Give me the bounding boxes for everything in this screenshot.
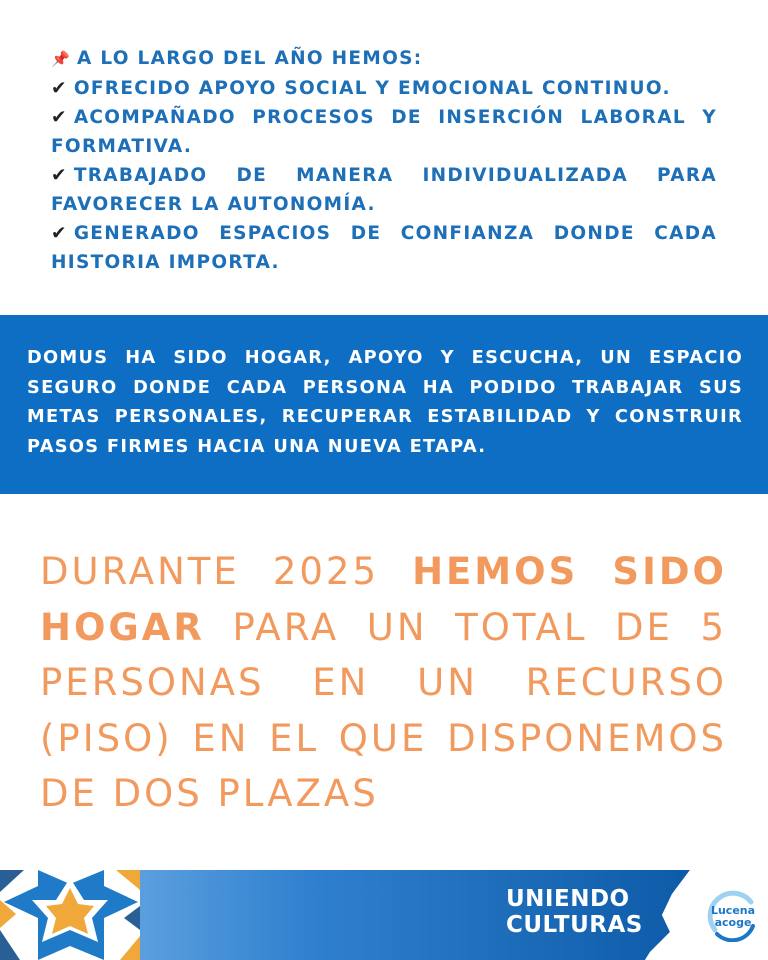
slogan-line-2: CULTURAS bbox=[506, 912, 643, 938]
logo-text-line-1: Lucena bbox=[710, 904, 756, 917]
intro-heading: A LO LARGO DEL AÑO HEMOS: bbox=[76, 48, 423, 69]
list-item-text: TRABAJADO DE MANERA INDIVIDUALIZADA PARA FAVORECER LA AUTONOMÍA. bbox=[51, 165, 717, 215]
list-item bbox=[51, 103, 717, 161]
highlight-bold: HEMOS SIDO HOGAR bbox=[40, 550, 727, 649]
pushpin-icon: 📌 bbox=[51, 50, 71, 68]
summary-text: DOMUS HA SIDO HOGAR, APOYO Y ESCUCHA, UN ESPACIO SEGURO DONDE CADA PERSONA HA PODIDO TRABAJAR SUS METAS PERSONALES, RECUPERAR ESTABILIDAD Y CONSTRUIR PASOS FIRMES HACIA UNA NUEVA ETAPA. bbox=[27, 347, 743, 457]
check-icon: ✔ bbox=[51, 223, 68, 244]
logo-text-line-2: acoge bbox=[714, 916, 752, 929]
intro-heading-row bbox=[51, 44, 717, 74]
check-icon: ✔ bbox=[51, 165, 68, 186]
check-icon: ✔ bbox=[51, 78, 68, 99]
slogan bbox=[506, 886, 643, 938]
summary-band bbox=[0, 315, 768, 494]
list-item-text: OFRECIDO APOYO SOCIAL Y EMOCIONAL CONTINUO. bbox=[73, 78, 671, 99]
list-item bbox=[51, 219, 717, 277]
list-item-text: GENERADO ESPACIOS DE CONFIANZA DONDE CADA HISTORIA IMPORTA. bbox=[51, 223, 717, 273]
list-item-text: ACOMPAÑADO PROCESOS DE INSERCIÓN LABORAL Y FORMATIVA. bbox=[51, 107, 717, 157]
list-item bbox=[51, 74, 717, 103]
intro-section bbox=[51, 44, 717, 277]
highlight-part-1: DURANTE 2025 bbox=[40, 550, 413, 593]
check-icon: ✔ bbox=[51, 107, 68, 128]
highlight-statement bbox=[40, 544, 727, 822]
highlight-part-2: PARA UN TOTAL DE 5 PERSONAS EN UN RECURSO (PISO) EN EL QUE DISPONEMOS DE DOS PLAZAS bbox=[40, 605, 727, 815]
footer-banner bbox=[0, 870, 768, 960]
slogan-line-1: UNIENDO bbox=[506, 886, 630, 912]
list-item bbox=[51, 161, 717, 219]
mosaic-star-motif bbox=[0, 870, 140, 960]
lucena-acoge-logo bbox=[705, 890, 761, 942]
